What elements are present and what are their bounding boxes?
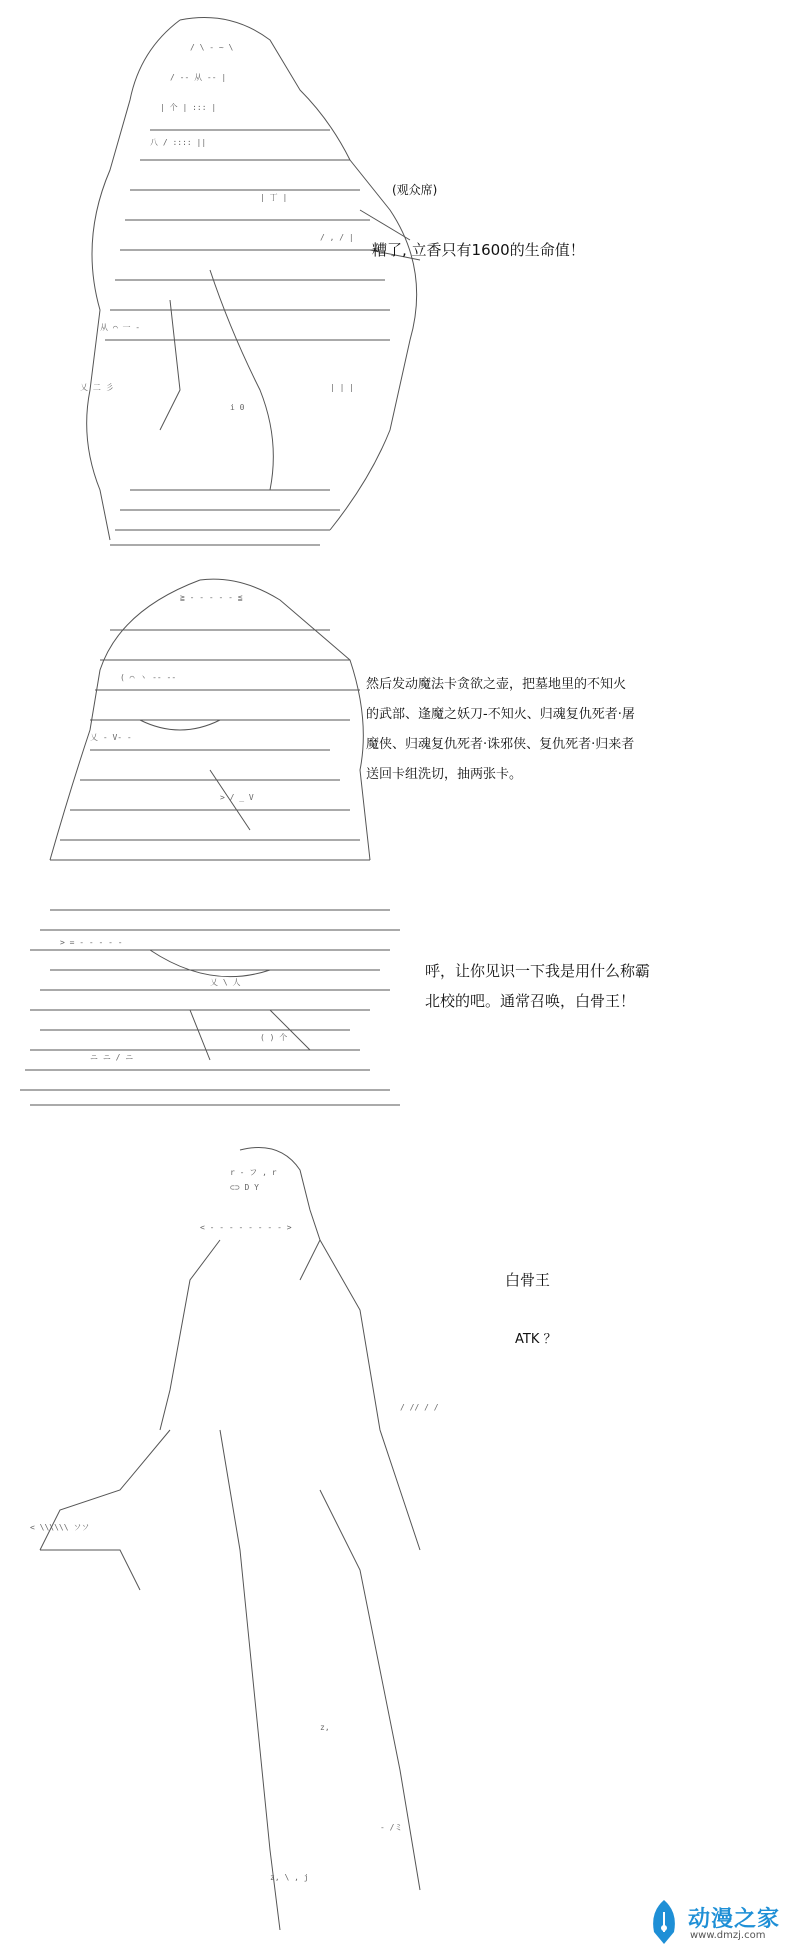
- svg-text:< \\\\\\ ソソ: < \\\\\\ ソソ: [30, 1523, 90, 1532]
- svg-text:z, \ , j: z, \ , j: [270, 1873, 309, 1882]
- watermark: [644, 1894, 794, 1950]
- svg-text:⊂⊃ D Y: ⊂⊃ D Y: [230, 1183, 259, 1192]
- svg-text:z,: z,: [320, 1723, 330, 1732]
- panel-4-caption: [505, 1235, 655, 1385]
- svg-text:| 个 | ::: |: | 个 | ::: |: [160, 103, 217, 112]
- panel-1-caption-line-1: (观众席): [392, 183, 438, 197]
- svg-text:< - - - - - - - - >: < - - - - - - - - >: [200, 1223, 292, 1232]
- svg-text:( ) 个: ( ) 个: [260, 1033, 288, 1042]
- ascii-art-duelist-arm: [10, 890, 410, 1110]
- svg-text:( ⌒ ヽ -- --: ( ⌒ ヽ -- --: [120, 673, 177, 682]
- svg-text:/ -- 从 -- |: / -- 从 -- |: [170, 73, 227, 82]
- svg-text:| | |: | | |: [330, 383, 355, 392]
- svg-text:> = - - - - -: > = - - - - -: [60, 938, 123, 947]
- panel-1-caption-line-2: 糟了, 立香只有1600的生命值！: [372, 241, 585, 259]
- ascii-art-duel-card: [30, 570, 380, 870]
- panel-2: [0, 560, 800, 870]
- svg-text:八 / :::: ||: 八 / :::: ||: [150, 138, 207, 147]
- panel-4: [0, 1110, 800, 1956]
- panel-3-caption: 呼，让你见识一下我是用什么称霸 北校的吧。通常召唤，白骨王！: [425, 962, 651, 1010]
- svg-text:ニ ニ / ニ: ニ ニ / ニ: [90, 1053, 134, 1062]
- svg-text:从 ⌒ 一 -: 从 ⌒ 一 -: [100, 323, 141, 332]
- watermark-title: 动漫之家: [688, 1907, 781, 1932]
- panel-4-caption-line-1: 白骨王: [505, 1271, 551, 1289]
- watermark-url: www.dmzj.com: [690, 1930, 766, 1941]
- panel-3: [0, 870, 800, 1110]
- pen-nib-icon: [644, 1898, 684, 1946]
- svg-text:‐ /ミ: ‐ /ミ: [380, 1823, 403, 1832]
- svg-text:/ , / |: / , / |: [320, 233, 354, 242]
- svg-text:/ // / /: / // / /: [400, 1403, 439, 1412]
- svg-text:乂 \ 人: 乂 \ 人: [210, 978, 241, 987]
- panel-2-caption: 然后发动魔法卡贪欲之壶，把墓地里的不知火 的武部、逢魔之妖刀-不知火、归魂复仇死者·屠 魔侠、归魂复仇死者·诛邪侠、复仇死者·归来者 送回卡组洗切，抽两张卡。: [366, 677, 635, 782]
- svg-text:> / _ V: > / _ V: [220, 793, 254, 802]
- svg-text:≧ - - - - - ≦: ≧ - - - - - ≦: [180, 593, 243, 602]
- svg-text:乂 ‐ V‐ ‐: 乂 ‐ V‐ ‐: [90, 733, 132, 742]
- svg-text:/ \ - ~ \: / \ - ~ \: [190, 43, 234, 52]
- panel-1-caption: [372, 145, 672, 295]
- svg-text:乂 二 彡: 乂 二 彡: [80, 383, 114, 392]
- svg-text:i 0: i 0: [230, 403, 245, 412]
- svg-text:r ‐ フ , r: r ‐ フ , r: [230, 1168, 277, 1177]
- panel-1: [0, 0, 800, 560]
- ascii-art-bone-king: [20, 1130, 450, 1950]
- panel-4-caption-line-2: ATK ？: [515, 1332, 557, 1347]
- svg-text:| 丁 |: | 丁 |: [260, 193, 288, 202]
